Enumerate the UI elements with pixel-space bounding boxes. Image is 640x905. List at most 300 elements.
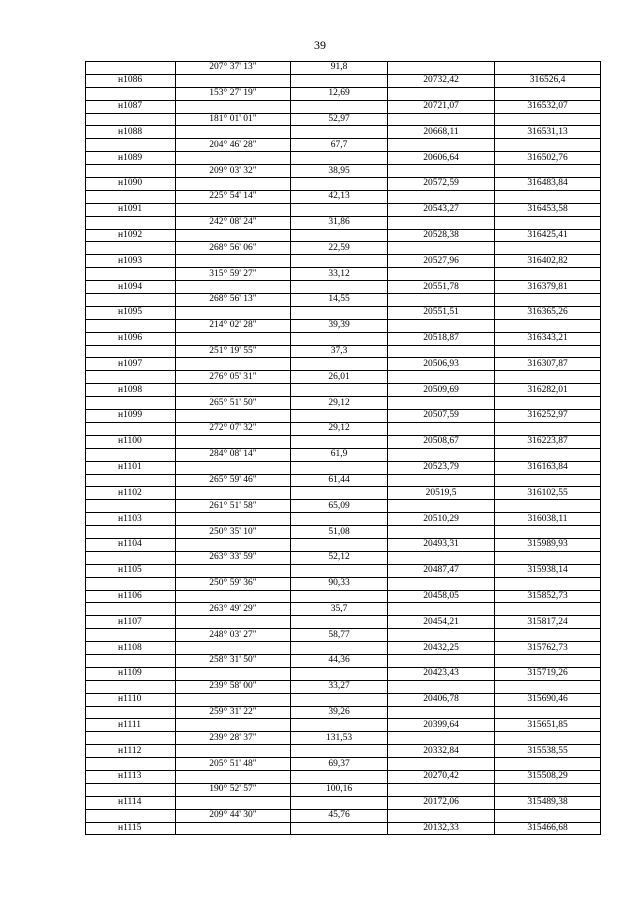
segment-blank-cell [388,62,495,75]
segment-distance: 131,53 [291,732,388,745]
point-row [86,358,601,371]
segment-distance: 58,77 [291,629,388,642]
point-blank-cell [291,152,388,165]
segment-distance: 31,86 [291,216,388,229]
segment-blank-cell [388,190,495,203]
point-blank-cell [291,435,388,448]
point-blank-cell [176,538,291,551]
point-id: н1092 [86,229,176,242]
point-blank-cell [291,822,388,835]
point-x: 20432,25 [388,642,495,655]
point-x: 20399,64 [388,719,495,732]
point-x: 20572,59 [388,178,495,191]
point-x: 20270,42 [388,770,495,783]
point-x: 20518,87 [388,332,495,345]
point-y: 315538,55 [495,745,601,758]
point-blank-cell [176,745,291,758]
segment-distance: 29,12 [291,422,388,435]
point-blank-cell [176,667,291,680]
segment-blank-cell [495,113,601,126]
point-blank-cell [291,693,388,706]
point-y: 316502,76 [495,152,601,165]
point-blank-cell [291,255,388,268]
point-blank-cell [291,745,388,758]
point-y: 315938,14 [495,564,601,577]
segment-row [86,62,601,75]
segment-angle: 265° 59' 46" [176,474,291,487]
point-blank-cell [291,796,388,809]
point-blank-cell [176,719,291,732]
segment-distance: 52,12 [291,551,388,564]
segment-angle: 204° 46' 28" [176,139,291,152]
point-y: 315466,68 [495,822,601,835]
point-x: 20543,27 [388,203,495,216]
point-id: н1110 [86,693,176,706]
point-blank-cell [291,616,388,629]
segment-angle: 272° 07' 32" [176,422,291,435]
segment-distance: 52,97 [291,113,388,126]
point-blank-cell [291,126,388,139]
point-row [86,719,601,732]
segment-angle: 263° 49' 29" [176,603,291,616]
point-blank-cell [291,667,388,680]
segment-angle: 251° 19' 55" [176,345,291,358]
segment-angle: 276° 05' 31" [176,371,291,384]
point-row [86,487,601,500]
point-x: 20523,79 [388,461,495,474]
segment-angle: 250° 35' 10" [176,526,291,539]
segment-blank-cell [388,474,495,487]
segment-distance: 39,26 [291,706,388,719]
point-id: н1088 [86,126,176,139]
segment-blank-cell [86,551,176,564]
segment-angle: 207° 37' 13" [176,62,291,75]
point-row [86,590,601,603]
segment-blank-cell [388,680,495,693]
segment-row [86,268,601,281]
point-row [86,203,601,216]
point-id: н1107 [86,616,176,629]
segment-distance: 35,7 [291,603,388,616]
segment-blank-cell [495,242,601,255]
segment-blank-cell [86,268,176,281]
point-blank-cell [176,642,291,655]
point-x: 20487,47 [388,564,495,577]
segment-row [86,422,601,435]
segment-angle: 315° 59' 27" [176,268,291,281]
segment-blank-cell [86,474,176,487]
segment-angle: 265° 51' 50" [176,397,291,410]
point-x: 20732,42 [388,74,495,87]
segment-blank-cell [388,783,495,796]
segment-blank-cell [495,732,601,745]
segment-blank-cell [388,629,495,642]
segment-row [86,371,601,384]
point-blank-cell [176,384,291,397]
segment-row [86,190,601,203]
point-x: 20551,78 [388,281,495,294]
point-y: 315989,93 [495,538,601,551]
segment-blank-cell [495,500,601,513]
segment-distance: 12,69 [291,87,388,100]
segment-blank-cell [495,577,601,590]
segment-blank-cell [388,319,495,332]
point-id: н1097 [86,358,176,371]
point-x: 20606,64 [388,152,495,165]
segment-blank-cell [495,345,601,358]
segment-row [86,397,601,410]
point-x: 20406,78 [388,693,495,706]
segment-blank-cell [388,345,495,358]
point-blank-cell [291,332,388,345]
segment-blank-cell [86,680,176,693]
point-blank-cell [291,410,388,423]
segment-blank-cell [86,809,176,822]
point-blank-cell [291,74,388,87]
point-blank-cell [176,306,291,319]
segment-row [86,87,601,100]
point-row [86,100,601,113]
point-blank-cell [176,487,291,500]
point-blank-cell [291,100,388,113]
point-id: н1111 [86,719,176,732]
point-y: 315508,29 [495,770,601,783]
segment-blank-cell [388,732,495,745]
point-y: 316425,41 [495,229,601,242]
point-x: 20506,93 [388,358,495,371]
segment-blank-cell [86,629,176,642]
point-row [86,384,601,397]
point-blank-cell [176,410,291,423]
segment-blank-cell [495,758,601,771]
segment-blank-cell [388,551,495,564]
point-row [86,538,601,551]
segment-blank-cell [495,448,601,461]
point-blank-cell [291,358,388,371]
point-y: 315852,73 [495,590,601,603]
segment-blank-cell [86,654,176,667]
segment-distance: 65,09 [291,500,388,513]
point-id: н1100 [86,435,176,448]
segment-blank-cell [86,87,176,100]
segment-row [86,139,601,152]
point-blank-cell [176,74,291,87]
segment-blank-cell [388,397,495,410]
segment-row [86,113,601,126]
segment-blank-cell [86,216,176,229]
point-blank-cell [291,203,388,216]
point-id: н1099 [86,410,176,423]
point-row [86,229,601,242]
segment-angle: 225° 54' 14" [176,190,291,203]
point-y: 315817,24 [495,616,601,629]
segment-blank-cell [495,62,601,75]
segment-blank-cell [388,758,495,771]
point-y: 315762,73 [495,642,601,655]
point-id: н1098 [86,384,176,397]
point-row [86,255,601,268]
segment-row [86,165,601,178]
point-row [86,332,601,345]
segment-angle: 239° 28' 37" [176,732,291,745]
segment-blank-cell [495,87,601,100]
point-x: 20132,33 [388,822,495,835]
point-blank-cell [176,513,291,526]
segment-distance: 29,12 [291,397,388,410]
segment-blank-cell [495,165,601,178]
point-x: 20668,11 [388,126,495,139]
segment-distance: 69,37 [291,758,388,771]
point-blank-cell [291,384,388,397]
point-blank-cell [176,770,291,783]
segment-blank-cell [388,603,495,616]
segment-row [86,654,601,667]
segment-row [86,345,601,358]
point-row [86,564,601,577]
point-id: н1101 [86,461,176,474]
segment-blank-cell [388,654,495,667]
point-x: 20508,67 [388,435,495,448]
point-id: н1115 [86,822,176,835]
point-blank-cell [176,332,291,345]
segment-blank-cell [86,603,176,616]
point-id: н1091 [86,203,176,216]
segment-blank-cell [388,422,495,435]
point-id: н1103 [86,513,176,526]
point-id: н1109 [86,667,176,680]
point-blank-cell [291,178,388,191]
segment-blank-cell [495,294,601,307]
point-x: 20527,96 [388,255,495,268]
segment-angle: 263° 33' 59" [176,551,291,564]
segment-distance: 51,08 [291,526,388,539]
segment-angle: 190° 52' 57" [176,783,291,796]
point-y: 316402,82 [495,255,601,268]
point-row [86,642,601,655]
segment-row [86,809,601,822]
point-id: н1114 [86,796,176,809]
segment-blank-cell [86,371,176,384]
point-blank-cell [176,693,291,706]
point-row [86,410,601,423]
segment-blank-cell [86,345,176,358]
point-blank-cell [176,281,291,294]
segment-distance: 61,9 [291,448,388,461]
segment-blank-cell [495,216,601,229]
point-y: 316163,84 [495,461,601,474]
point-blank-cell [291,719,388,732]
point-blank-cell [176,178,291,191]
segment-blank-cell [388,87,495,100]
segment-distance: 33,12 [291,268,388,281]
segment-distance: 42,13 [291,190,388,203]
segment-row [86,732,601,745]
point-id: н1108 [86,642,176,655]
point-row [86,513,601,526]
point-blank-cell [176,358,291,371]
segment-distance: 37,3 [291,345,388,358]
segment-angle: 214° 02' 28" [176,319,291,332]
point-blank-cell [291,461,388,474]
segment-blank-cell [86,422,176,435]
segment-blank-cell [86,242,176,255]
point-id: н1104 [86,538,176,551]
segment-blank-cell [388,706,495,719]
segment-distance: 90,33 [291,577,388,590]
segment-blank-cell [495,268,601,281]
segment-blank-cell [86,732,176,745]
point-x: 20519,5 [388,487,495,500]
point-row [86,770,601,783]
segment-blank-cell [86,397,176,410]
segment-blank-cell [495,371,601,384]
segment-blank-cell [495,397,601,410]
segment-blank-cell [495,474,601,487]
segment-blank-cell [86,319,176,332]
segment-angle: 258° 31' 50" [176,654,291,667]
segment-row [86,526,601,539]
segment-row [86,758,601,771]
segment-angle: 259° 31' 22" [176,706,291,719]
point-row [86,667,601,680]
segment-distance: 39,39 [291,319,388,332]
point-y: 316343,21 [495,332,601,345]
segment-distance: 14,55 [291,294,388,307]
segment-blank-cell [388,165,495,178]
segment-blank-cell [495,422,601,435]
point-x: 20507,59 [388,410,495,423]
point-x: 20423,43 [388,667,495,680]
segment-distance: 61,44 [291,474,388,487]
point-y: 316526,4 [495,74,601,87]
point-x: 20509,69 [388,384,495,397]
point-blank-cell [291,564,388,577]
segment-blank-cell [86,758,176,771]
segment-row [86,500,601,513]
segment-angle: 205° 51' 48" [176,758,291,771]
segment-blank-cell [495,526,601,539]
point-blank-cell [176,590,291,603]
point-id: н1095 [86,306,176,319]
segment-distance: 91,8 [291,62,388,75]
segment-angle: 261° 51' 58" [176,500,291,513]
point-id: н1087 [86,100,176,113]
point-blank-cell [176,100,291,113]
point-blank-cell [176,229,291,242]
point-row [86,461,601,474]
segment-blank-cell [495,680,601,693]
point-id: н1102 [86,487,176,500]
point-blank-cell [291,770,388,783]
segment-angle: 153° 27' 19" [176,87,291,100]
point-blank-cell [176,126,291,139]
coordinates-table [85,61,601,835]
segment-blank-cell [495,139,601,152]
point-blank-cell [176,461,291,474]
segment-blank-cell [495,551,601,564]
point-y: 315690,46 [495,693,601,706]
segment-row [86,551,601,564]
point-row [86,435,601,448]
point-blank-cell [291,487,388,500]
segment-blank-cell [388,268,495,281]
point-blank-cell [176,152,291,165]
segment-blank-cell [86,448,176,461]
point-row [86,693,601,706]
segment-angle: 248° 03' 27" [176,629,291,642]
point-y: 315719,26 [495,667,601,680]
point-blank-cell [291,229,388,242]
point-y: 316307,87 [495,358,601,371]
segment-row [86,783,601,796]
point-row [86,796,601,809]
page-number: 39 [314,38,326,52]
segment-angle: 242° 08' 24" [176,216,291,229]
point-id: н1093 [86,255,176,268]
segment-distance: 100,16 [291,783,388,796]
segment-blank-cell [388,577,495,590]
point-blank-cell [176,616,291,629]
segment-angle: 268° 56' 13" [176,294,291,307]
segment-blank-cell [86,113,176,126]
segment-row [86,603,601,616]
segment-angle: 268° 56' 06" [176,242,291,255]
point-blank-cell [291,306,388,319]
point-blank-cell [291,513,388,526]
point-y: 315651,85 [495,719,601,732]
segment-angle: 209° 44' 30" [176,809,291,822]
point-id: н1089 [86,152,176,165]
point-y: 316252,97 [495,410,601,423]
point-row [86,152,601,165]
segment-blank-cell [388,809,495,822]
segment-angle: 181° 01' 01" [176,113,291,126]
point-x: 20721,07 [388,100,495,113]
segment-angle: 250° 59' 36" [176,577,291,590]
point-row [86,74,601,87]
point-y: 316223,87 [495,435,601,448]
point-blank-cell [176,796,291,809]
segment-blank-cell [86,783,176,796]
segment-blank-cell [388,242,495,255]
point-x: 20493,31 [388,538,495,551]
point-x: 20528,38 [388,229,495,242]
point-y: 316102,55 [495,487,601,500]
segment-row [86,680,601,693]
segment-blank-cell [86,577,176,590]
point-y: 315489,38 [495,796,601,809]
point-blank-cell [176,435,291,448]
point-blank-cell [176,822,291,835]
point-x: 20454,21 [388,616,495,629]
point-y: 316365,26 [495,306,601,319]
point-blank-cell [291,590,388,603]
segment-blank-cell [388,448,495,461]
point-blank-cell [291,281,388,294]
point-id: н1086 [86,74,176,87]
segment-blank-cell [86,190,176,203]
point-id: н1106 [86,590,176,603]
point-x: 20458,05 [388,590,495,603]
point-y: 316531,13 [495,126,601,139]
segment-row [86,474,601,487]
segment-distance: 44,36 [291,654,388,667]
segment-blank-cell [388,371,495,384]
segment-angle: 239° 58' 00" [176,680,291,693]
segment-blank-cell [388,526,495,539]
point-id: н1094 [86,281,176,294]
segment-blank-cell [86,526,176,539]
